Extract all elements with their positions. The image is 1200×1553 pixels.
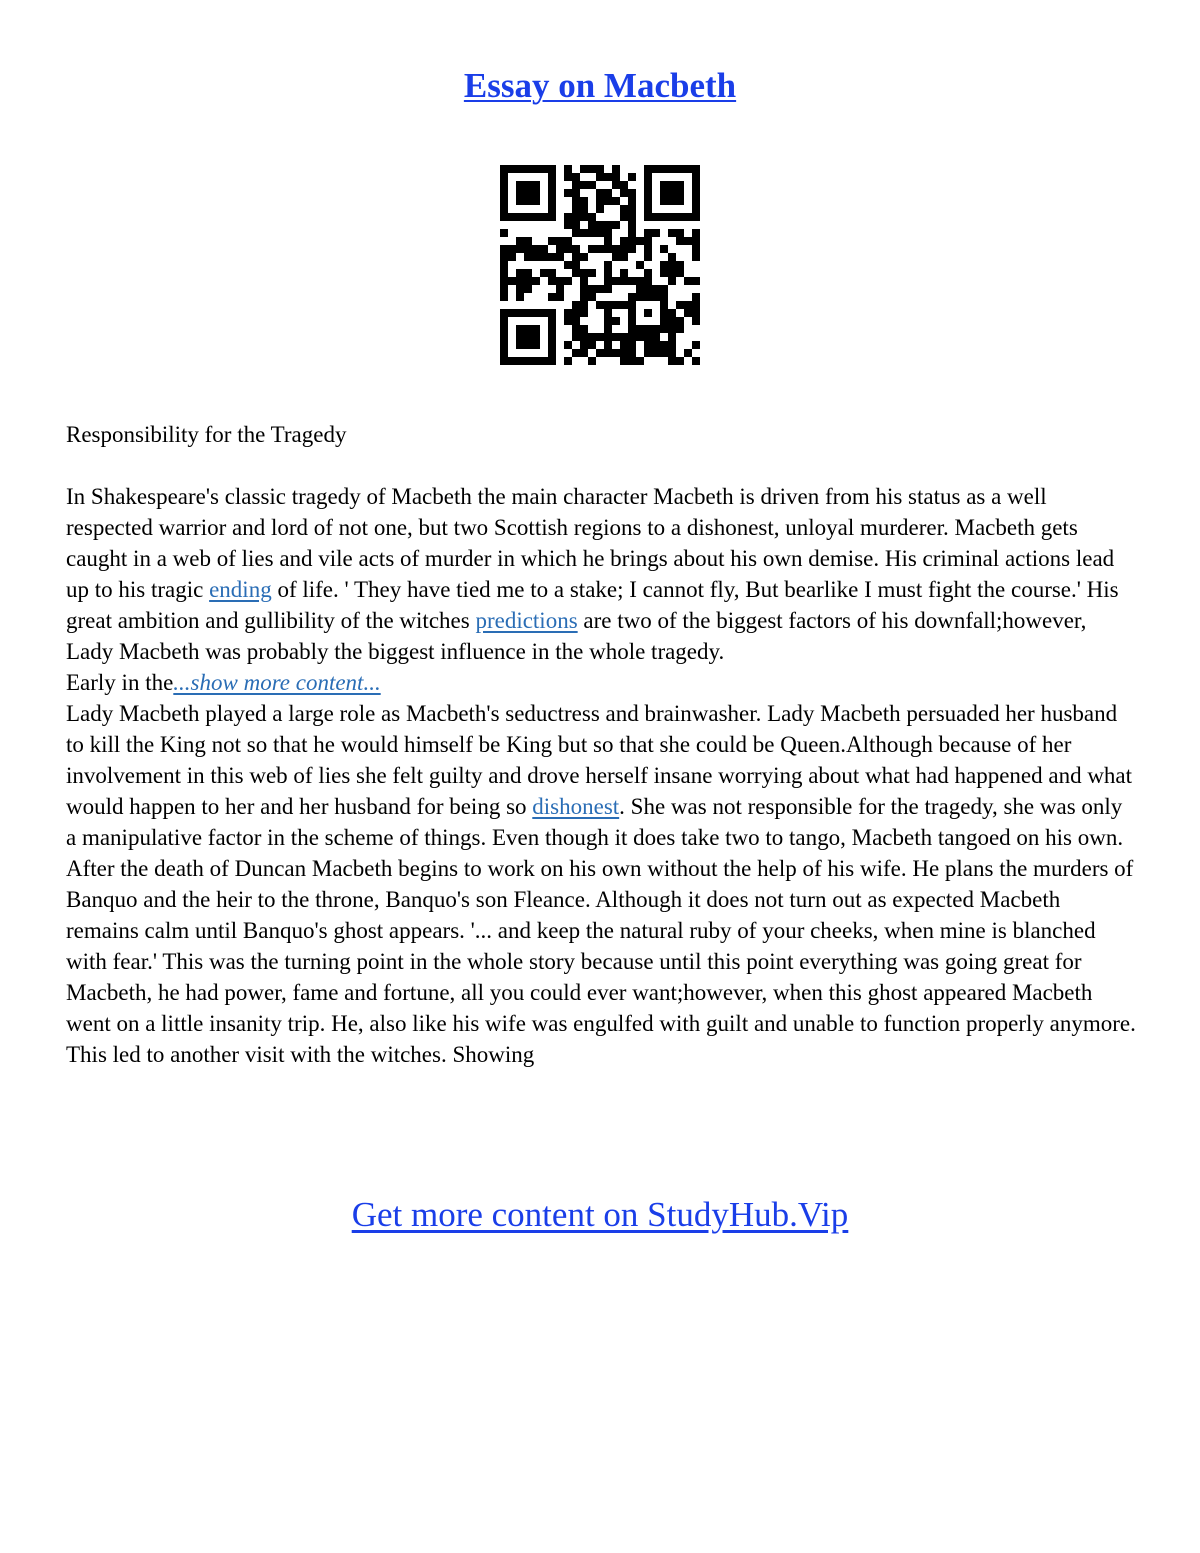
- dishonest-link[interactable]: dishonest: [532, 794, 620, 819]
- essay-heading: Responsibility for the Tragedy: [66, 422, 347, 447]
- essay-body: [66, 419, 1136, 1070]
- title-link[interactable]: Essay on Macbeth: [463, 66, 737, 105]
- ending-link[interactable]: ending: [209, 577, 272, 602]
- paragraph-4: After the death of Duncan Macbeth begins to work on his own without the help of his wife. He plans the murders of Banquo and the heir to the throne, Banquo's son Fleance. Although it does not turn out as expected Macbeth remains calm until Banquo's ghost appears. '... and keep the natural ruby of your cheeks, when mine is blanched with fear.' This was the turning point in the whole story because until this point everything was going great for Macbeth, he had power, fame and fortune, all you could ever want;however, when this ghost appeared Macbeth went on a little insanity trip. He, also like his wife was engulfed with guilt and unable to function properly anymore. This led to another visit with the witches. Showing: [66, 856, 1136, 1067]
- page-title: [0, 62, 1200, 110]
- studyhub-link[interactable]: Get more content on StudyHub.Vip: [351, 1195, 849, 1234]
- predictions-link[interactable]: predictions: [475, 608, 578, 633]
- footer: [0, 1193, 1200, 1237]
- qr-code-icon: [499, 164, 701, 366]
- show-more-link[interactable]: ...show more content...: [173, 670, 381, 695]
- paragraph-3: Lady Macbeth played a large role as Macbeth's seductress and brainwasher. Lady Macbeth persuaded her husband to kill the King not so that he would himself be King but so that she could be Queen.Although because of her involvement in this web of lies she felt guilty and drove herself insane worrying about what had happened and what would happen to her and her husband for being so dishonest. She was not responsible for the tragedy, she was only a manipulative factor in the scheme of things. Even though it does take two to tango, Macbeth tangoed on his own.: [66, 701, 1133, 850]
- paragraph-2: Early in the...show more content...: [66, 670, 381, 695]
- paragraph-1: In Shakespeare's classic tragedy of Macbeth the main character Macbeth is driven from his status as a well respected warrior and lord of not one, but two Scottish regions to a dishonest, unloyal murderer. Macbeth gets caught in a web of lies and vile acts of murder in which he brings about his own demise. His criminal actions lead up to his tragic ending of life. ' They have tied me to a stake; I cannot fly, But bearlike I must fight the course.' His great ambition and gullibility of the witches predictions are two of the biggest factors of his downfall;however, Lady Macbeth was probably the biggest influence in the whole tragedy.: [66, 484, 1119, 664]
